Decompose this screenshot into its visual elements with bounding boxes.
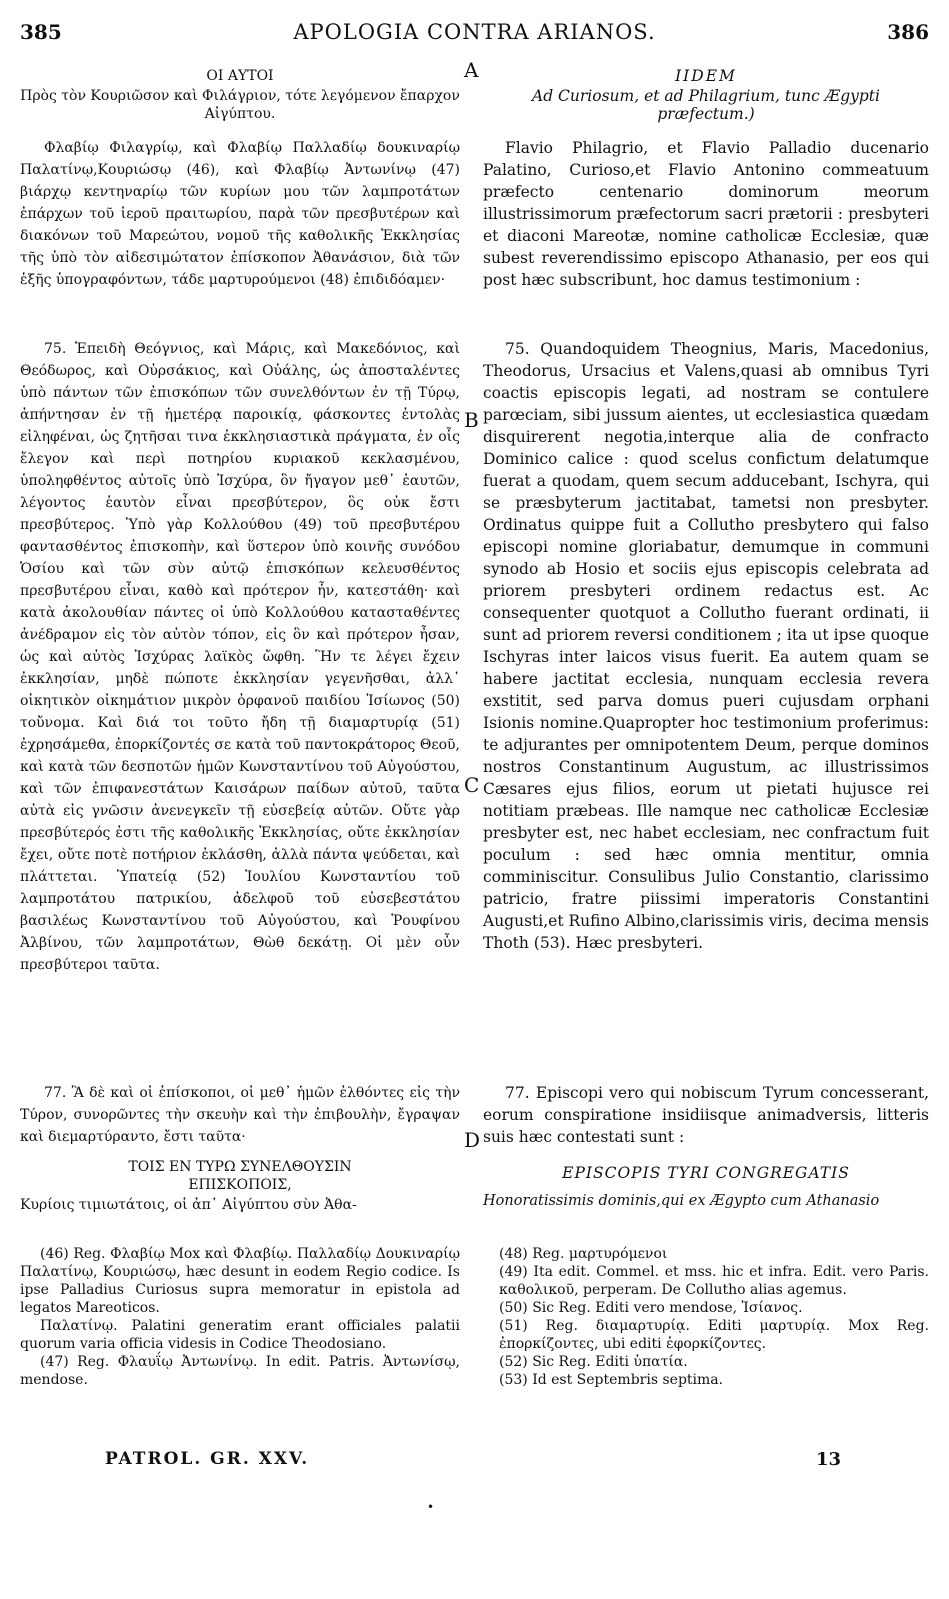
latin-paragraph-75: 75. Quandoquidem Theognius, Maris, Macedonius, Theodorus, Ursacius et Valens,quasi ab omnibus Tyri coactis episcopis legati, ad nostram se contulere parœciam, sibi jussum aientes, ut ecclesiastica quædam disquirerent negotia,interque alia de confracto Dominico calice : quod scelus confictum delatumque fuerat a quodam, quem secum adducebant, Ischyra, qui se præsbyterum jactitabat, tametsi non presbyter. Ordinatus quippe fuit a Collutho presbytero qui falso episcopi nomine gloriabatur, demumque in communi synodo ab Hosio et sociis ejus episcopis celebrata ad priorem presbyteri ordinem redactus est. Ac consequenter quotquot a Collutho fuerant ordinati, ii sunt ad priorem reversi conditionem ; ita ut ipse quoque Ischyras inter laicos visus fuerit. Ea autem quam se habere jactitat ecclesia, nunquam ecclesia revera exstitit, sed parva domus pueri cujusdam orphani Isionis nomine.Quapropter hoc testimonium proferimus: te adjurantes per omnipotentem Deum, perque dominos nostros Constantinum Augustum, ac illustrissimos Cæsares ejus filios, eorum ut pietati hujusce rei notitiam præbeas. Ille namque nec catholicæ Ecclesiæ presbyter est, nec habet ecclesiam, nec confractum fuit poculum : sed hæc omnia mentitur, omnia comminiscitur. Consulibus Julio Constantio, clarissimo patricio, fratre piissimi imperatoris Constantini Augusti,et Rufino Albino,clarissimis viris, decima mensis Thoth (53). Hæc presbyteri. [483, 340, 929, 952]
section-marker-c: C [464, 773, 480, 797]
page-number-left: 385 [20, 20, 62, 44]
footnote-51: (51) Reg. διαμαρτυρίᾳ. Editi μαρτυρίᾳ. Mox Reg. ἐπορκίζοντες, ubi editi ἐφορκίζοντες. [499, 1318, 929, 1352]
latin-paragraph-77: 77. Episcopi vero qui nobiscum Tyrum concesserant, eorum conspiratione insidiisque animadversis, litteris suis hæc contestati sunt : [483, 1084, 929, 1146]
footnote-47: (47) Reg. Φλαυΐῳ Ἀντωνίνῳ. In edit. Patris. Ἀντωνίσῳ, mendose. [20, 1354, 460, 1388]
section-marker-d: D [464, 1128, 481, 1152]
latin-paragraph-address: Honoratissimis dominis,qui ex Ægypto cum Athanasio [483, 1193, 880, 1209]
footnote-48: (48) Reg. μαρτυρόμενοι [499, 1246, 668, 1262]
stray-mark: • [427, 1500, 435, 1514]
latin-footnotes [483, 1245, 929, 1389]
footer-signature: 13 [816, 1449, 842, 1470]
latin-subheading: Ad Curiosum, et ad Philagrium, tunc Ægypti præfectum.) [532, 87, 880, 123]
footnote-palatino: Παλατίνῳ. Palatini generatim erant officiales palatii quorum varia officia videsis in Codice Theodosiano. [20, 1318, 460, 1352]
greek-column-main [20, 338, 460, 976]
greek-paragraph-75: 75. Ἐπειδὴ Θεόγνιος, καὶ Μάρις, καὶ Μακεδόνιος, καὶ Θεόδωρος, καὶ Οὐρσάκιος, καὶ Οὐάλης, ὡς ἀποσταλέντες ὑπὸ πάντων τῶν ἐπισκόπων τῶν συνελθόντων ἐν τῇ Τύρῳ, ἀπήντησαν ἐν τῇ ἡμετέρᾳ παροικίᾳ, φάσκοντες ἐντολὰς εἰληφέναι, ὡς ζητῆσαι τινα ἐκκλησιαστικὰ πράγματα, ἐν οἷς ἔλεγον καὶ περὶ ποτηρίου κυριακοῦ κεκλασμένου, ὑποληφθέντος αὐτοῖς ὑπὸ Ἰσχύρα, ὃν ἤγαγον μεθ᾽ ἑαυτῶν, λέγοντος ἑαυτὸν εἶναι πρεσβύτερον, ὃς οὐκ ἔστι πρεσβύτερος. Ὑπὸ γὰρ Κολλούθου (49) τοῦ πρεσβυτέρου φαντασθέντος ἐπισκοπὴν, καὶ ὕστερον ὑπὸ κοινῆς συνόδου Ὁσίου καὶ τῶν σὺν αὐτῷ ἐπισκόπων κελευσθέντος πρεσβυτέρου εἶναι, καθὸ καὶ πρότερον ἦν, κατεστάθη· καὶ κατὰ ἀκολουθίαν πάντες οἱ ὑπὸ Κολλούθου κατασταθέντες ἀνέδραμον εἰς τὸν αὐτὸν τόπον, εἰς ὃν καὶ πρότερον ἦσαν, ὡς καὶ αὐτὸς Ἰσχύρας λαϊκὸς ὤφθη. Ἣν τε λέγει ἔχειν ἐκκλησίαν, μηδὲ πώποτε ἐκκλησίαν γεγενῆσθαι, ἀλλ᾽ οἰκητικὸν οἰκημάτιον μικρὸν ὀρφανοῦ παιδίου Ἰσίωνος (50) τοὔνομα. Καὶ διά τοι τοῦτο ἤδη τῇ διαμαρτυρίᾳ (51) ἐχρησάμεθα, ἐπορκίζοντές σε κατὰ τοῦ παντοκράτορος Θεοῦ, καὶ κατὰ τῶν δεσποτῶν ἡμῶν Κωνσταντίνου τοῦ Αὐγούστου, καὶ τῶν ἐπιφανεστάτων Καισάρων παίδων αὐτοῦ, ταῦτα αὐτὰ εἰς γνῶσιν ἀνενεγκεῖν τῇ εὐσεβείᾳ αὐτῶν. Οὔτε γὰρ πρεσβύτερός ἐστι τῆς καθολικῆς Ἐκκλησίας, οὔτε ἐκκλησίαν ἔχει, οὔτε ποτὲ ποτήριον ἐκλάσθη, ἀλλὰ πάντα ψεύδεται, καὶ πλάττεται. Ὑπατείᾳ (52) Ἰουλίου Κωνσταντίου τοῦ λαμπροτάτου πατρικίου, ἀδελφοῦ τοῦ εὐσεβεστάτου βασιλέως Κωνσταντίνου τοῦ Αὐγούστου, καὶ Ῥουφίνου Ἀλβίνου, τῶν λαμπροτάτων, Θὼθ δεκάτῃ. Οἱ μὲν οὖν πρεσβύτεροι ταῦτα. [20, 341, 460, 973]
running-title: APOLOGIA CONTRA ARIANOS. [293, 20, 656, 44]
greek-paragraph-1: Φλαβίῳ Φιλαγρίῳ, καὶ Φλαβίῳ Παλλαδίῳ δουκιναρίῳ Παλατίνῳ,Κουριώσῳ (46), καὶ Φλαβίῳ Ἀντωνίνῳ (47) βιάρχῳ κεντηναρίῳ τῶν κυρίων μου τῶν λαμπροτάτων ἐπάρχων τοῦ ἱεροῦ πραιτωρίου, παρὰ τῶν πρεσβυτέρων καὶ διακόνων τοῦ Μαρεώτου, νομοῦ τῆς καθολικῆς Ἐκκλησίας τῆς ὑπὸ τὸν αἰδεσιμώτατον ἐπίσκοπον Ἀθανάσιον, διὰ τῶν ἑξῆς ὑπογραφόντων, τάδε μαρτυρούμενοι (48) ἐπιδιδόαμεν· [20, 140, 460, 288]
greek-footnotes [20, 1245, 460, 1389]
greek-column-lower [20, 1082, 460, 1216]
latin-column-main [483, 338, 929, 954]
footnote-52: (52) Sic Reg. Editi ὑπατία. [499, 1354, 688, 1370]
latin-column [483, 65, 929, 291]
footnote-46: (46) Reg. Φλαβίῳ Μοx καὶ Φλαβίῳ. Παλλαδίῳ Δουκιναρίῳ Παλατίνῳ, Κουριώσῳ, hæc desunt in eodem Regio codice. Is ipse Palladius Curiosus supra memoratur in epistola ad legatos Mareoticos. [20, 1246, 460, 1316]
greek-subheading: Πρὸς τὸν Κουριῶσον καὶ Φιλάγριον, τότε λεγόμενον ἔπαρχον Αἰγύπτου. [20, 88, 460, 122]
greek-heading-2a: ΤΟΙΣ ΕΝ ΤΥΡΩ ΣΥΝΕΛΘΟΥΣΙΝ [128, 1159, 352, 1175]
latin-heading: IIDEM [675, 67, 737, 85]
page-number-right: 386 [887, 20, 929, 44]
latin-paragraph-1: Flavio Philagrio, et Flavio Palladio ducenario Palatino, Curioso,et Flavio Antonino commeatuum præfecto centenario dominorum meorum illustrissimorum præfectorum sacri prætorii : presbyteri et diaconi Mareotæ, nomine catholicæ Ecclesiæ, quæ subest reverendissimo episcopo Athanasio, per eos qui post hæc subscribunt, hoc damus testimonium : [483, 139, 929, 289]
greek-paragraph-77: 77. Ἃ δὲ καὶ οἱ ἐπίσκοποι, οἱ μεθ᾽ ἡμῶν ἐλθόντες εἰς τὴν Τύρον, συνορῶντες τὴν σκευὴν καὶ τὴν ἐπιβουλὴν, ἔγραψαν καὶ διεμαρτύραντο, ἔστι ταῦτα· [20, 1085, 460, 1145]
footnote-50: (50) Sic Reg. Editi vero mendose, Ἰσίανος. [499, 1300, 803, 1316]
greek-heading: ΟΙ ΑΥΤΟΙ [206, 68, 274, 84]
greek-heading-2b: ΕΠΙΣΚΟΠΟΙΣ, [188, 1177, 292, 1193]
greek-paragraph-address: Κυρίοις τιμιωτάτοις, οἱ ἀπ᾽ Αἰγύπτου σὺν Ἀθα- [20, 1197, 357, 1213]
greek-column [20, 65, 460, 291]
latin-heading-2: EPISCOPIS TYRI CONGREGATIS [562, 1164, 850, 1182]
section-marker-a: A [464, 58, 479, 82]
footnote-49: (49) Ita edit. Commel. et mss. hic et infra. Edit. vero Paris. καθολικοῦ, perperam. De Collutho alias agemus. [499, 1264, 929, 1298]
latin-column-lower [483, 1082, 929, 1212]
page-header [20, 20, 929, 50]
section-marker-b: B [464, 408, 479, 432]
footnote-53: (53) Id est Septembris septima. [499, 1372, 724, 1388]
footer-volume: PATROL. GR. XXV. [105, 1449, 310, 1469]
